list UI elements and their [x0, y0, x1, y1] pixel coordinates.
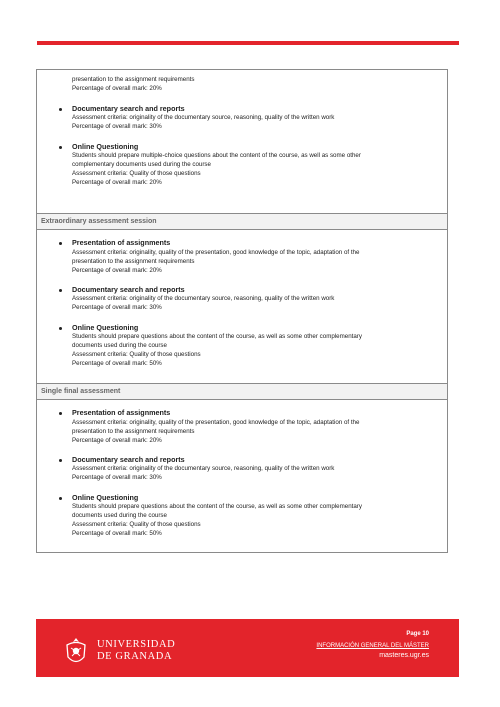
item-text-line: presentation to the assignment requirements — [72, 76, 195, 83]
item-title: Documentary search and reports — [72, 104, 185, 113]
university-seal-icon — [64, 637, 88, 667]
item-text-line: documents used during the course — [72, 512, 167, 519]
item-text-line: Percentage of overall mark: 30% — [72, 304, 162, 311]
item-text-line: Students should prepare questions about the content of the course, as well as some other complementary — [72, 503, 362, 510]
footer-info-link[interactable]: INFORMACIÓN GENERAL DEL MÁSTER — [316, 643, 429, 649]
item-text-line: Percentage of overall mark: 50% — [72, 530, 162, 537]
bullet-icon — [59, 289, 62, 292]
assessment-panel — [36, 69, 448, 553]
item-text-line: Assessment criteria: originality, quality of the presentation, good knowledge of the topic, adaptation of the — [72, 249, 360, 256]
bullet-icon — [59, 497, 62, 500]
logo-line-1: UNIVERSIDAD — [97, 639, 176, 650]
item-title: Online Questioning — [72, 142, 139, 151]
item-text-line: Assessment criteria: originality of the documentary source, reasoning, quality of the written work — [72, 295, 335, 302]
bullet-icon — [59, 146, 62, 149]
item-text-line: presentation to the assignment requirements — [72, 428, 195, 435]
footer-site-link[interactable]: masteres.ugr.es — [379, 652, 429, 659]
bullet-icon — [59, 108, 62, 111]
item-text-line: Assessment criteria: originality of the documentary source, reasoning, quality of the written work — [72, 465, 335, 472]
page-number: Page 10 — [406, 631, 429, 637]
item-title: Documentary search and reports — [72, 285, 185, 294]
section-header-extraordinary: Extraordinary assessment session — [37, 213, 447, 230]
bullet-icon — [59, 327, 62, 330]
item-text-line: Students should prepare questions about the content of the course, as well as some other complementary — [72, 333, 362, 340]
item-text-line: Percentage of overall mark: 30% — [72, 474, 162, 481]
item-text-line: Percentage of overall mark: 20% — [72, 85, 162, 92]
footer-band — [36, 619, 459, 677]
bullet-icon — [59, 412, 62, 415]
item-text-line: Assessment criteria: Quality of those questions — [72, 351, 201, 358]
item-text-line: Students should prepare multiple-choice questions about the content of the course, as well as some other — [72, 152, 361, 159]
item-title: Online Questioning — [72, 323, 139, 332]
item-title: Online Questioning — [72, 493, 139, 502]
item-text-line: Percentage of overall mark: 20% — [72, 267, 162, 274]
item-text-line: Percentage of overall mark: 20% — [72, 437, 162, 444]
item-text-line: Percentage of overall mark: 20% — [72, 179, 162, 186]
item-title: Documentary search and reports — [72, 455, 185, 464]
item-text-line: documents used during the course — [72, 342, 167, 349]
item-text-line: complementary documents used during the course — [72, 161, 211, 168]
item-text-line: presentation to the assignment requirements — [72, 258, 195, 265]
item-text-line: Assessment criteria: originality of the documentary source, reasoning, quality of the written work — [72, 114, 335, 121]
section-header-single-final: Single final assessment — [37, 383, 447, 400]
item-text-line: Assessment criteria: Quality of those questions — [72, 170, 201, 177]
item-title: Presentation of assignments — [72, 408, 171, 417]
bullet-icon — [59, 459, 62, 462]
item-title: Presentation of assignments — [72, 238, 171, 247]
top-red-rule — [37, 41, 459, 45]
item-text-line: Assessment criteria: originality, quality of the presentation, good knowledge of the topic, adaptation of the — [72, 419, 360, 426]
item-text-line: Percentage of overall mark: 30% — [72, 123, 162, 130]
item-text-line: Assessment criteria: Quality of those questions — [72, 521, 201, 528]
logo-line-2: DE GRANADA — [97, 651, 173, 662]
bullet-icon — [59, 242, 62, 245]
item-text-line: Percentage of overall mark: 50% — [72, 360, 162, 367]
